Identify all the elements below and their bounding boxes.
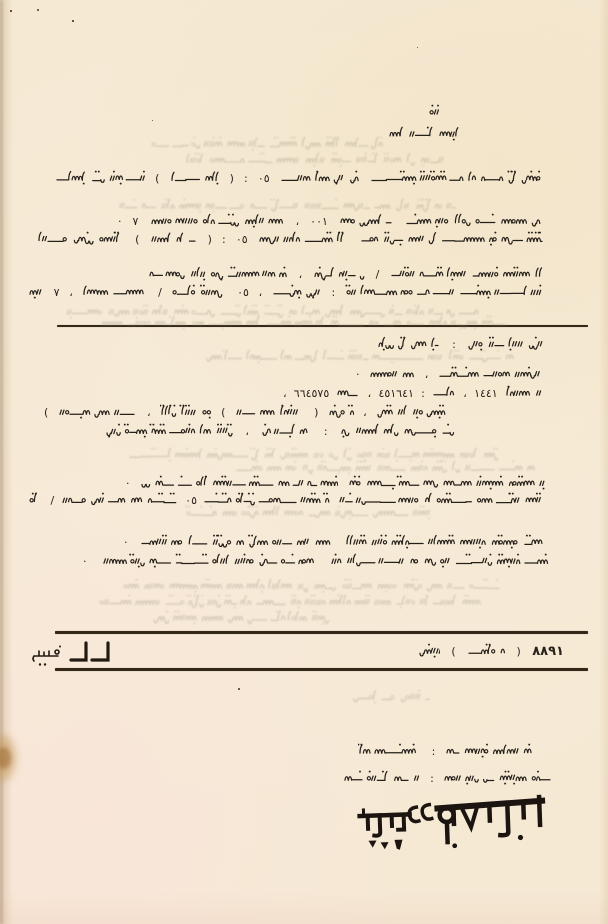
inline-token: ·	[126, 477, 130, 490]
inline-token: ٠٥	[235, 233, 248, 246]
inline-token: ،	[363, 406, 367, 419]
inline-token: ٨٨٩١	[532, 644, 564, 659]
inline-token: :	[331, 286, 336, 299]
syriac-script-line	[467, 642, 505, 658]
inline-token: ٧	[53, 286, 60, 299]
inline-token: /	[375, 268, 380, 281]
syriac-script-line	[376, 403, 446, 419]
syriac-script-line	[428, 103, 444, 119]
syriac-script-line	[37, 230, 125, 246]
inline-token: )	[229, 172, 234, 185]
para-4-imprint-details-line	[283, 384, 545, 400]
syriac-script-line	[152, 609, 332, 625]
syriac-script-line	[118, 197, 458, 213]
syriac-script-line	[390, 265, 545, 281]
syriac-script-line	[328, 403, 354, 419]
para-1-line	[55, 169, 545, 185]
syriac-script-line	[258, 230, 350, 246]
heading-line	[428, 103, 446, 119]
inline-token: /	[50, 494, 55, 507]
para-6-line	[83, 552, 550, 568]
paper-speck	[37, 9, 39, 11]
syriac-script-line	[345, 533, 550, 549]
syriac-script-line	[185, 504, 430, 520]
inline-token: )	[516, 645, 521, 658]
syriac-script-line	[280, 169, 360, 185]
inline-token: ،	[258, 286, 263, 299]
inline-token: ،	[298, 268, 303, 281]
inline-token: ١٤٤١	[474, 387, 498, 400]
inline-token: :	[430, 772, 434, 785]
inline-token: ،	[146, 406, 151, 419]
page-edge-crease	[0, 0, 3, 924]
para-3-line	[28, 283, 545, 299]
syriac-script-line	[330, 552, 550, 568]
paper-speck	[72, 20, 74, 22]
syriac-script-line	[345, 283, 545, 299]
syriac-script-line	[102, 552, 314, 568]
inline-token: )	[314, 406, 319, 419]
inline-token: ·	[356, 368, 360, 381]
bleed-through-ghost-text	[205, 348, 515, 368]
syriac-script-line	[418, 642, 440, 658]
syriac-script-line	[370, 169, 545, 185]
inline-token: ،	[424, 368, 429, 381]
inline-token: (	[221, 406, 226, 419]
syriac-script-line	[358, 742, 422, 758]
inline-token: :	[222, 233, 226, 246]
syriac-script-line	[340, 422, 455, 438]
inline-token: ٦٦٤٥٧٥	[293, 387, 330, 400]
syriac-script-line	[505, 384, 545, 400]
syriac-script-line	[100, 314, 510, 330]
inline-token: (	[135, 233, 140, 246]
syriac-script-line	[272, 283, 322, 299]
inline-token: ٤٥١٦٤١	[378, 387, 414, 400]
paper-speck	[152, 120, 153, 121]
inline-token: ،	[295, 215, 300, 228]
syriac-script-line	[148, 265, 288, 281]
syriac-script-line	[58, 403, 138, 419]
inline-token: ٧	[132, 215, 139, 228]
footer-right-issue-year	[418, 642, 564, 658]
inline-token: ،	[463, 387, 467, 400]
para-4-imprint-details-line	[44, 403, 446, 419]
bleed-through-ghost-text	[235, 459, 535, 479]
heading-line	[388, 125, 462, 141]
inline-token: ،	[367, 387, 372, 400]
footer-left-mark	[30, 639, 114, 669]
syriac-script-line	[150, 230, 198, 246]
para-6-line	[124, 533, 550, 549]
syriac-script-line	[185, 151, 450, 167]
syriac-script-line	[170, 169, 220, 185]
para-4-imprint-details-line	[105, 422, 455, 438]
inline-token: ٠٥	[185, 494, 197, 507]
inline-token: :	[323, 425, 328, 438]
paper-speck	[417, 47, 418, 48]
syriac-script-line	[28, 491, 44, 507]
syriac-script-line	[98, 593, 483, 609]
syriac-script-line	[55, 169, 145, 185]
syriac-script-line	[140, 533, 332, 549]
inline-token: ٠٥	[237, 286, 249, 299]
inline-token: ·	[124, 536, 128, 549]
inline-token: ·	[83, 555, 87, 568]
syriac-script-line	[360, 230, 545, 246]
syriac-script-line	[443, 769, 553, 785]
inline-token: )	[207, 233, 212, 246]
masthead-calligraphy	[349, 795, 547, 856]
bleed-through-ghost-text	[185, 151, 450, 171]
inline-token: (	[155, 172, 160, 185]
inline-token: :	[452, 338, 456, 351]
syriac-script-line	[150, 135, 390, 151]
syriac-script-line	[61, 491, 179, 507]
inline-token: :	[421, 387, 425, 400]
syriac-script-line	[235, 403, 305, 419]
imprint-line	[358, 742, 533, 758]
para-3-line	[148, 265, 545, 281]
inline-token: :	[244, 172, 248, 185]
inline-token: (	[451, 645, 456, 658]
syriac-script-line	[432, 384, 456, 400]
inline-token: ،	[283, 387, 287, 400]
syriac-script-line	[160, 403, 212, 419]
bleed-through-ghost-text	[100, 314, 510, 334]
syriac-script-line	[343, 769, 421, 785]
inline-token: :	[431, 745, 436, 758]
inline-token: ٠٥	[257, 172, 270, 185]
syriac-script-line	[122, 577, 502, 593]
syriac-script-line	[105, 422, 233, 438]
bleed-through-ghost-text	[118, 197, 458, 217]
inline-token: (	[44, 406, 49, 419]
horizontal-rule	[55, 668, 588, 671]
syriac-script-line	[352, 688, 432, 704]
bleed-through-ghost-text	[152, 609, 332, 629]
inline-token: ،	[69, 286, 73, 299]
inline-token: /	[158, 286, 162, 299]
inline-token: ·	[118, 215, 122, 228]
paper-speck	[238, 688, 240, 690]
inline-token: ،	[245, 425, 249, 438]
syriac-script-line	[313, 265, 365, 281]
syriac-script-line	[28, 283, 44, 299]
syriac-script-line	[171, 283, 227, 299]
inline-token: ٠٠١	[310, 215, 328, 228]
bleed-through-ghost-text	[352, 688, 432, 708]
imprint-line	[343, 769, 553, 785]
horizontal-rule	[55, 631, 588, 634]
para-2-line	[37, 230, 545, 246]
paper-speck	[10, 10, 12, 12]
syriac-script-line	[336, 384, 360, 400]
bleed-through-ghost-text	[185, 504, 430, 524]
syriac-script-line	[261, 422, 311, 438]
syriac-script-line	[205, 348, 515, 364]
syriac-script-line	[388, 125, 460, 141]
syriac-script-line	[445, 742, 533, 758]
syriac-script-line	[235, 459, 535, 475]
syriac-script-line	[82, 283, 148, 299]
